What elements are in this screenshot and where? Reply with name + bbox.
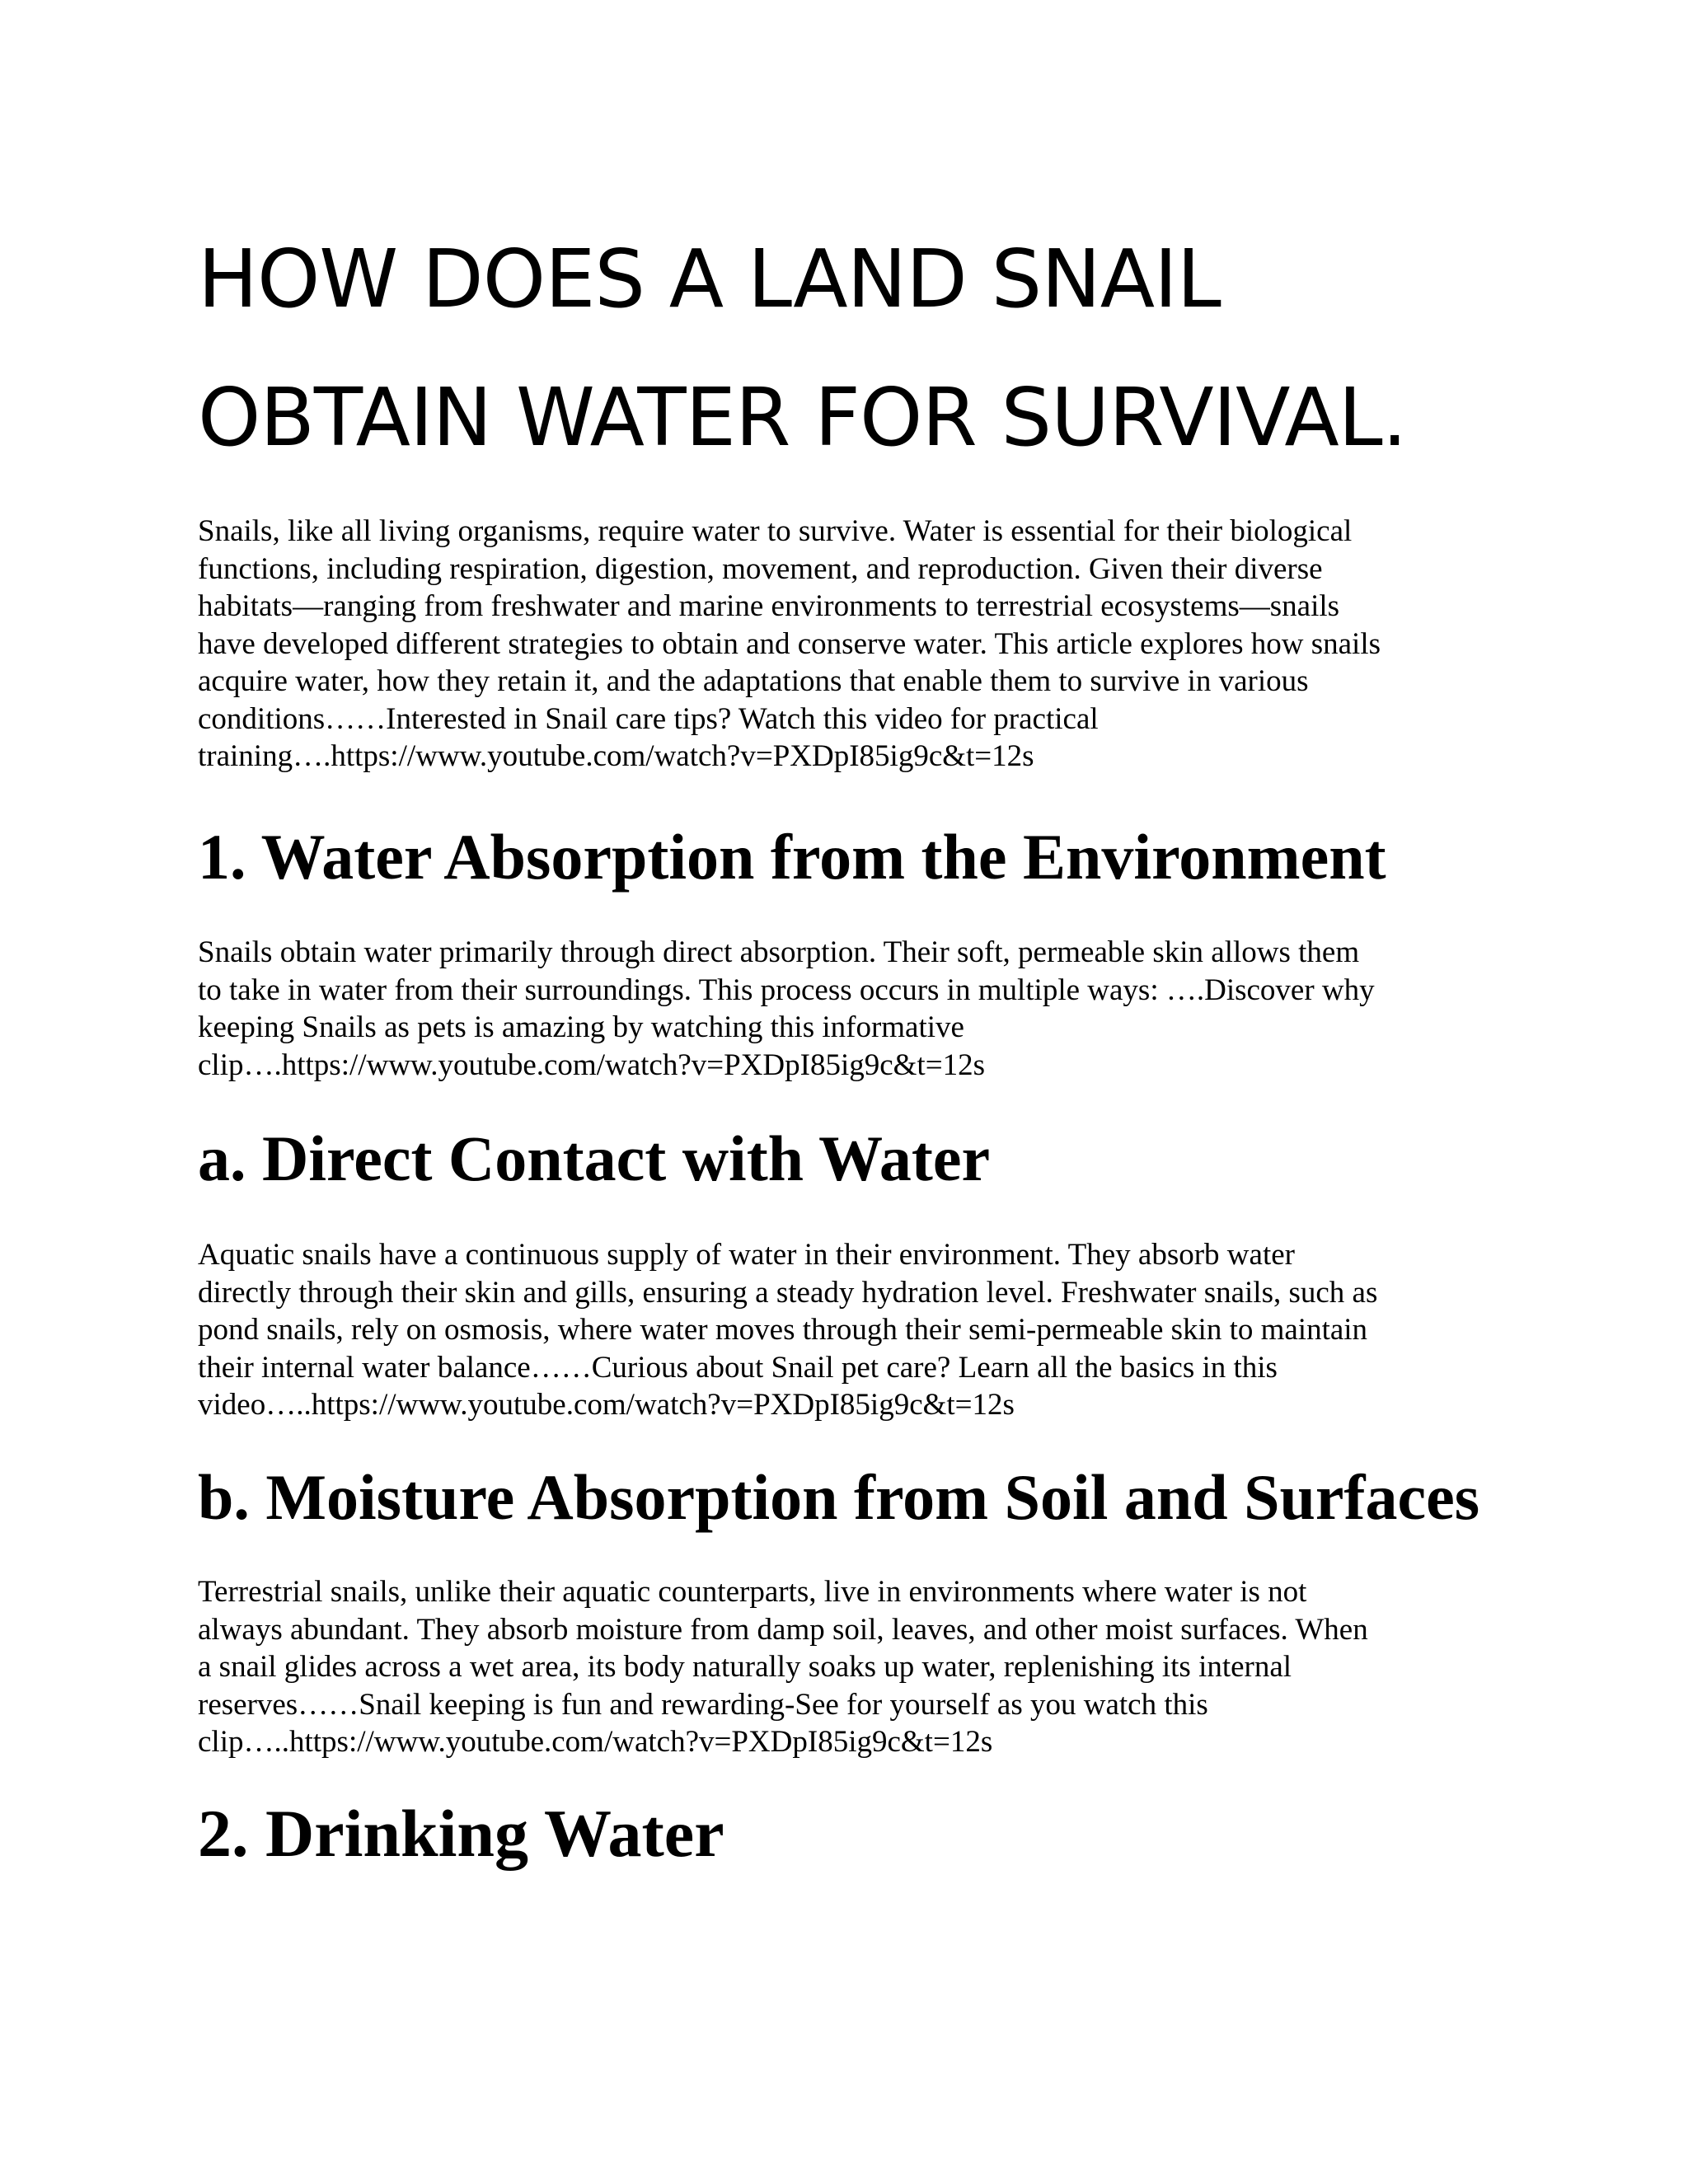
title-line: OBTAIN WATER FOR SURVIVAL. [198, 371, 1407, 464]
section-heading-moisture-absorption: b. Moisture Absorption from Soil and Surfaces [198, 1461, 1480, 1533]
text-line: clip….https://www.youtube.com/watch?v=PXDpI85ig9c&t=12s [198, 1047, 985, 1082]
text-line: pond snails, rely on osmosis, where water moves through their semi-permeable skin to maintain [198, 1313, 1368, 1347]
text-line: Aquatic snails have a continuous supply of water in their environment. They absorb water [198, 1238, 1295, 1272]
text-line: to take in water from their surroundings. This process occurs in multiple ways: ….Discover why [198, 972, 1375, 1007]
title-line: HOW DOES A LAND SNAIL [198, 232, 1221, 326]
intro-paragraph [198, 513, 1500, 776]
text-line: a snail glides across a wet area, its body naturally soaks up water, replenishing its internal [198, 1650, 1292, 1684]
page-title [198, 210, 1517, 487]
text-line: functions, including respiration, digestion, movement, and reproduction. Given their diverse [198, 551, 1323, 586]
text-line: keeping Snails as pets is amazing by watching this informative [198, 1010, 964, 1044]
text-line: habitats—ranging from freshwater and marine environments to terrestrial ecosystems—snails [198, 589, 1340, 623]
text-line: always abundant. They absorb moisture from damp soil, leaves, and other moist surfaces. When [198, 1612, 1368, 1647]
section-heading-direct-contact: a. Direct Contact with Water [198, 1122, 991, 1194]
section-paragraph-direct-contact [198, 1236, 1500, 1424]
text-line: their internal water balance……Curious about Snail pet care? Learn all the basics in this [198, 1350, 1278, 1385]
text-line: directly through their skin and gills, ensuring a steady hydration level. Freshwater snails, such as [198, 1275, 1378, 1310]
text-line: clip…..https://www.youtube.com/watch?v=PXDpI85ig9c&t=12s [198, 1725, 993, 1759]
text-line: Terrestrial snails, unlike their aquatic counterparts, live in environments where water is not [198, 1575, 1307, 1609]
text-line: video…..https://www.youtube.com/watch?v=PXDpI85ig9c&t=12s [198, 1388, 1015, 1422]
text-line: acquire water, how they retain it, and the adaptations that enable them to survive in various [198, 664, 1309, 698]
text-line: conditions……Interested in Snail care tips? Watch this video for practical [198, 701, 1099, 736]
section-paragraph-water-absorption [198, 934, 1500, 1084]
section-paragraph-moisture-absorption [198, 1573, 1500, 1761]
section-heading-drinking-water: 2. Drinking Water [198, 1796, 724, 1871]
text-line: reserves……Snail keeping is fun and rewarding-See for yourself as you watch this [198, 1687, 1208, 1722]
text-line: Snails obtain water primarily through direct absorption. Their soft, permeable skin allows them [198, 935, 1360, 969]
section-heading-water-absorption: 1. Water Absorption from the Environment [198, 821, 1386, 893]
text-line: training….https://www.youtube.com/watch?v=PXDpI85ig9c&t=12s [198, 739, 1034, 773]
text-line: Snails, like all living organisms, require water to survive. Water is essential for their biological [198, 514, 1353, 548]
text-line: have developed different strategies to obtain and conserve water. This article explores how snails [198, 626, 1381, 661]
